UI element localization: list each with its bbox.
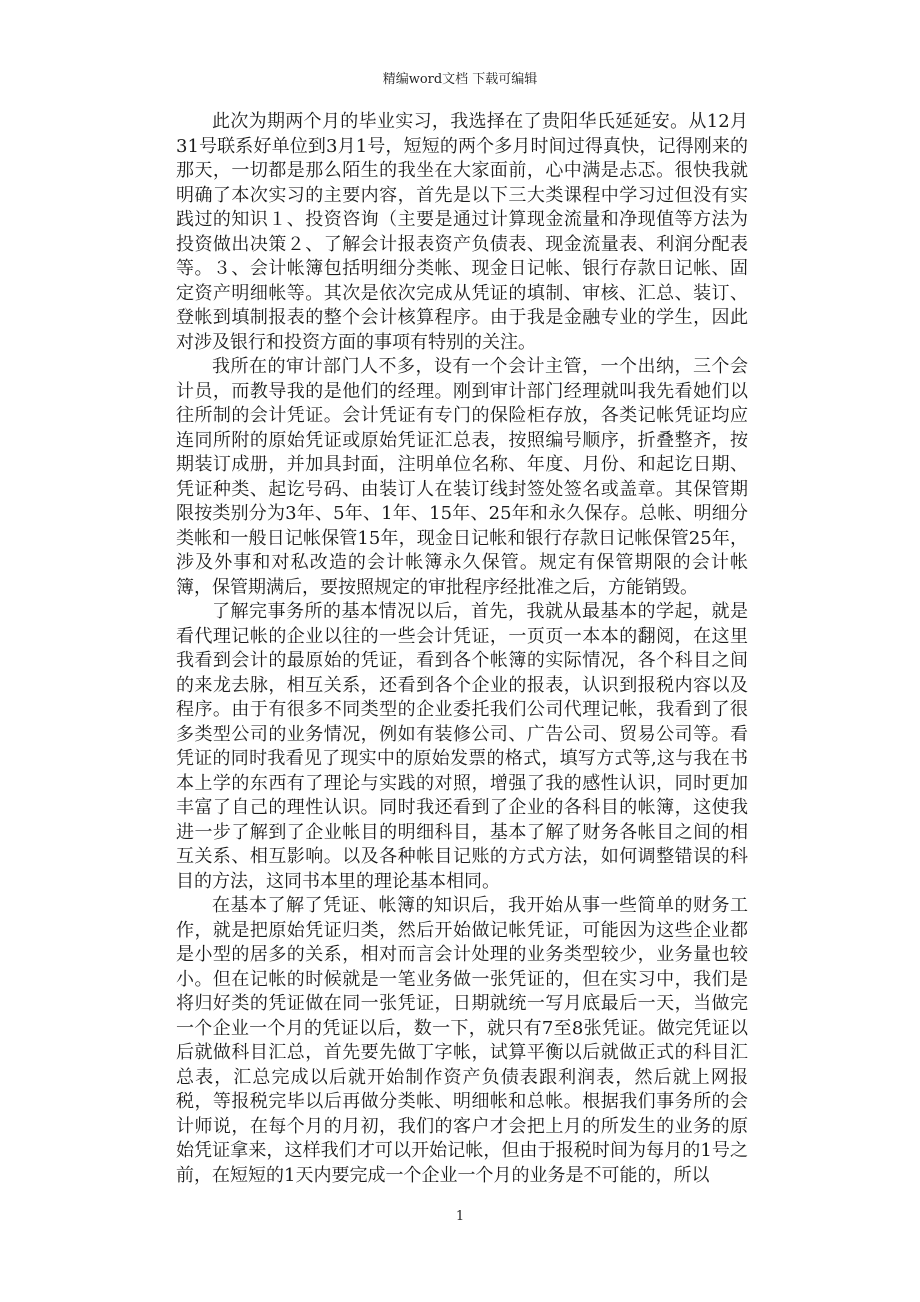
- paragraph-2: 我所在的审计部门人不多，设有一个会计主管，一个出纳，三个会计员，而教导我的是他们的经理。刚到审计部门经理就叫我先看她们以往所制的会计凭证。会计凭证有专门的保险柜存放，各类记帐凭证均应连同所附的原始凭证或原始凭证汇总表，按照编号顺序，折叠整齐，按期装订成册，并加具封面，注明单位名称、年度、月份、和起讫日期、凭证种类、起讫号码、由装订人在装订线封签处签名或盖章。其保管期限按类别分为3年、5年、1年、15年、25年和永久保存。总帐、明细分类帐和一般日记帐保管15年，现金日记帐和银行存款日记帐保管25年，涉及外事和对私改造的会计帐簿永久保管。规定有保管期限的会计帐簿，保管期满后，要按照规定的审批程序经批准之后，方能销毁。: [176, 356, 748, 598]
- page-header: 精编word文档 下载可编辑: [382, 72, 538, 87]
- paragraph-4: 在基本了解了凭证、帐簿的知识后，我开始从事一些简单的财务工作，就是把原始凭证归类，然后开始做记帐凭证，可能因为这些企业都是小型的居多的关系，相对而言会计处理的业务类型较少，业务量也较小。但在记帐的时候就是一笔业务做一张凭证的，但在实习中，我们是将归好类的凭证做在同一张凭证，日期就统一写月底最后一天，当做完一个企业一个月的凭证以后，数一下，就只有7至8张凭证。做完凭证以后就做科目汇总，首先要先做丁字帐，试算平衡以后就做正式的科目汇总表，汇总完成以后就开始制作资产负债表跟利润表，然后就上网报税，等报税完毕以后再做分类帐、明细帐和总帐。根据我们事务所的会计师说，在每个月的月初，我们的客户才会把上月的所发生的业务的原始凭证拿来，这样我们才可以开始记帐，但由于报税时间为每月的1号之前，在短短的1天内要完成一个企业一个月的业务是不可能的，所以: [176, 895, 748, 1186]
- document-body: [176, 110, 748, 1188]
- paragraph-3: 了解完事务所的基本情况以后，首先，我就从最基本的学起，就是看代理记帐的企业以往的一些会计凭证，一页页一本本的翻阅，在这里我看到会计的最原始的凭证，看到各个帐簿的实际情况，各个科目之间的来龙去脉，相互关系，还看到各个企业的报表，认识到报税内容以及程序。由于有很多不同类型的企业委托我们公司代理记帐，我看到了很多类型公司的业务情况，例如有装修公司、广告公司、贸易公司等。看凭证的同时我看见了现实中的原始发票的格式，填写方式等,这与我在书本上学的东西有了理论与实践的对照，增强了我的感性认识，同时更加丰富了自己的理性认识。同时我还看到了企业的各科目的帐簿，这使我进一步了解到了企业帐目的明细科目，基本了解了财务各帐目之间的相互关系、相互影响。以及各种帐目记账的方式方法，如何调整错误的科目的方法，这同书本里的理论基本相同。: [176, 601, 748, 892]
- paragraph-1: 此次为期两个月的毕业实习，我选择在了贵阳华氏延延安。从12月31号联系好单位到3月1号，短短的两个多月时间过得真快，记得刚来的那天，一切都是那么陌生的我坐在大家面前，心中满是忐忑。很快我就明确了本次实习的主要内容，首先是以下三大类课程中学习过但没有实践过的知识１、投资咨询（主要是通过计算现金流量和净现值等方法为投资做出决策２、了解会计报表资产负债表、现金流量表、利润分配表等。３、会计帐簿包括明细分类帐、现金日记帐、银行存款日记帐、固定资产明细帐等。其次是依次完成从凭证的填制、审核、汇总、装订、登帐到填制报表的整个会计核算程序。由于我是金融专业的学生，因此对涉及银行和投资方面的事项有特别的关注。: [176, 111, 748, 353]
- page-number: 1: [455, 1209, 465, 1224]
